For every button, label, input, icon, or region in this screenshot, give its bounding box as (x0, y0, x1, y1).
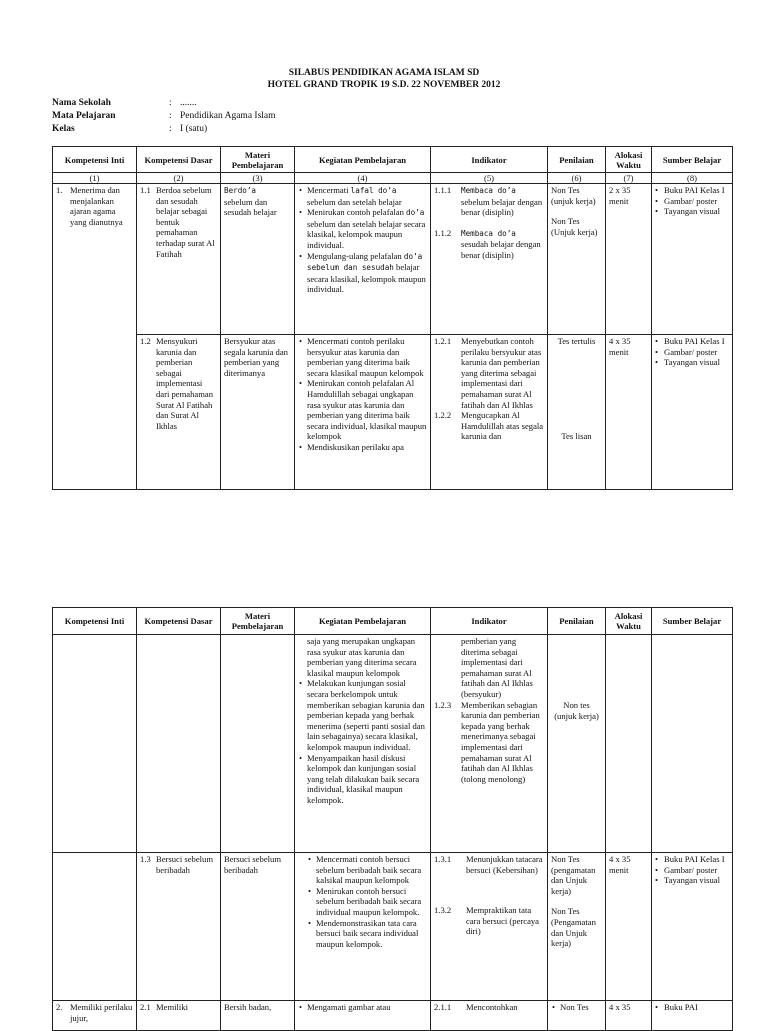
materi-cell: Bersuci sebelum beribadah (221, 853, 295, 1001)
subject-label: Mata Pelajaran (52, 111, 116, 121)
indikator-number: 1.1.2 (434, 227, 452, 238)
indikator-cell (431, 335, 548, 490)
materi-cell: Bersih badan, (221, 1001, 295, 1031)
kegiatan-arabic: do’a (406, 208, 425, 218)
kd-number: 1.2 (140, 336, 151, 346)
materi-text: sebelum dan sesudah belajar (224, 196, 277, 218)
kd-text: Mensyukuri karunia dan pemberian sebagai implementasi dari pemahaman Surat Al Fatihah dan Surat Al Ikhlas (156, 336, 214, 431)
syllabus-table-2 (52, 607, 733, 1031)
kegiatan-cell (295, 184, 431, 335)
kompetensi-inti-cell (53, 635, 137, 853)
sumber-item: • Buku PAI Kelas I (664, 185, 729, 196)
colon: : (169, 98, 172, 108)
alokasi-cell: 4 x 35 menit (606, 335, 652, 490)
indikator-text: sesudah belajar dengan benar (disiplin) (461, 239, 541, 260)
kompetensi-dasar-cell (137, 1001, 221, 1031)
kd-number: 1.3 (140, 854, 151, 864)
sumber-cell (652, 184, 733, 335)
materi-cell: Bersyukur atas segala karunia dan pemberian yang diterimanya (221, 335, 295, 490)
table-row (53, 635, 733, 853)
col-number: (3) (221, 173, 295, 184)
col-header-materi: Materi Pembelajaran (221, 147, 295, 173)
syllabus-table-1 (52, 146, 733, 490)
kd-number: 2.1 (140, 1002, 151, 1012)
kompetensi-inti-cell (53, 1001, 137, 1031)
col-number: (5) (431, 173, 548, 184)
kegiatan-text: sebelum dan setelah belajar secara klasikal, kelompok maupun individual. (307, 218, 426, 250)
colon: : (169, 111, 172, 121)
sumber-item: • Tayangan visual (664, 357, 729, 368)
ki-text: Memiliki perilaku jujur, (70, 1002, 133, 1023)
kegiatan-item: • Mendiskusikan perilaku apa (307, 442, 427, 453)
penilaian-text: Non Tes (pengamatan dan Unjuk kerja) (551, 854, 596, 896)
kegiatan-item: • Menirukan contoh pelafalan Al Hamdulillah sebagai ungkapan rasa syukur atas karunia dan pemberian yang diterima baik secara individual, klasikal maupun kelompok (307, 378, 427, 442)
kegiatan-item: • Mendemonstrasikan tata cara bersuci baik secara individual maupun kelompok. (316, 918, 427, 950)
sumber-item: • Gambar/ poster (664, 865, 729, 876)
materi-cell (221, 635, 295, 853)
ki-text: Menerima dan menjalankan ajaran agama yang dianutnya (70, 185, 123, 227)
kegiatan-arabic: lafal do’a (350, 186, 397, 195)
indikator-continuation: pemberian yang diterima sebagai implementasi dari pemahaman surat Al fatihah dan Al Ikhlas (bersyukur) (461, 636, 533, 699)
table-row (53, 184, 733, 335)
indikator-cell (431, 853, 548, 1001)
col-header-kompetensi-inti: Kompetensi Inti (53, 147, 137, 173)
penilaian-cell (548, 853, 606, 1001)
indikator-arabic: Membaca do’a (461, 186, 516, 195)
kegiatan-text: Mencermati (307, 185, 351, 195)
col-number: (8) (652, 173, 733, 184)
col-header-sumber: Sumber Belajar (652, 147, 733, 173)
kegiatan-text: sebelum dan setelah belajar (307, 196, 402, 207)
materi-arabic: Berdo’a (224, 186, 257, 195)
penilaian-text: Non Tes (Pengamatan dan Unjuk kerja) (551, 906, 596, 949)
kompetensi-dasar-cell (137, 635, 221, 853)
col-number: (7) (606, 173, 652, 184)
col-number: (2) (137, 173, 221, 184)
kd-text: Bersuci sebelum beribadah (156, 854, 214, 875)
document-title-line2: HOTEL GRAND TROPIK 19 S.D. 22 NOVEMBER 2012 (267, 80, 501, 90)
col-header-kompetensi-dasar: Kompetensi Dasar (137, 147, 221, 173)
materi-cell (221, 184, 295, 335)
kegiatan-item (307, 251, 427, 295)
kegiatan-arabic: do’a sebelum dan sesudah (307, 251, 423, 273)
table-header-row (53, 147, 733, 173)
sumber-cell (652, 853, 733, 1001)
penilaian-cell (548, 184, 606, 335)
indikator-text: Mempraktikan tata cara bersuci (percaya diri) (466, 905, 539, 937)
col-header-indikator: Indikator (431, 608, 548, 635)
kegiatan-item: • Mengamati gambar atau (307, 1002, 427, 1013)
col-header-penilaian: Penilaian (548, 147, 606, 173)
sumber-item: • Buku PAI Kelas I (664, 854, 729, 865)
indikator-number: 1.3.1 (434, 854, 452, 864)
kompetensi-inti-cell (53, 184, 137, 490)
table-row (53, 335, 733, 490)
kegiatan-cell (295, 853, 431, 1001)
subject-value: Pendidikan Agama Islam (180, 111, 276, 121)
penilaian-text: Non Tes (unjuk kerja) (551, 185, 596, 206)
kegiatan-cell (295, 1001, 431, 1031)
kompetensi-dasar-cell (137, 853, 221, 1001)
sumber-cell (652, 635, 733, 853)
indikator-arabic: Membaca do’a (461, 228, 516, 238)
table-row (53, 853, 733, 1001)
class-label: Kelas (52, 124, 75, 134)
table-row (53, 1001, 733, 1031)
col-header-penilaian: Penilaian (548, 608, 606, 635)
col-number: (4) (295, 173, 431, 184)
penilaian-text: Tes lisan (561, 430, 592, 441)
col-header-kegiatan: Kegiatan Pembelajaran (295, 608, 431, 635)
indikator-text: Mencontohkan (466, 1002, 518, 1012)
colon: : (169, 124, 172, 134)
sumber-item: • Tayangan visual (664, 206, 729, 217)
indikator-cell (431, 635, 548, 853)
kompetensi-dasar-cell (137, 335, 221, 490)
sumber-item: • Tayangan visual (664, 875, 729, 886)
indikator-text: Menunjukkan tatacara bersuci (Kebersihan) (466, 854, 543, 875)
alokasi-cell (606, 635, 652, 853)
indikator-number: 1.3.2 (434, 905, 452, 916)
indikator-cell (431, 1001, 548, 1031)
sumber-cell (652, 335, 733, 490)
kd-text: Memiliki (156, 1002, 188, 1012)
col-header-materi: Materi Pembelajaran (221, 608, 295, 635)
col-header-alokasi: Alokasi Waktu (606, 608, 652, 635)
ki-number: 2. (56, 1002, 63, 1012)
document-title-line1: SILABUS PENDIDIKAN AGAMA ISLAM SD (288, 68, 480, 78)
kegiatan-continuation: saja yang merupakan ungkapan rasa syukur atas karunia dan pemberian yang diterima secara klasikal maupun kelompok (307, 636, 417, 678)
penilaian-cell (548, 335, 606, 490)
col-header-kompetensi-inti: Kompetensi Inti (53, 608, 137, 635)
kegiatan-text: belajar secara klasikal, kelompok maupun individual. (307, 262, 426, 295)
col-header-kegiatan: Kegiatan Pembelajaran (295, 147, 431, 173)
penilaian-text: Tes tertulis (557, 336, 596, 346)
indikator-text: sebelum belajar dengan benar (disiplin) (461, 196, 543, 218)
kegiatan-item: • Menyampaikan hasil diskusi kelompok dan kunjungan sosial yang telah dilakukan baik secara individual, klasikal maupun kelompok. (307, 753, 427, 806)
kompetensi-inti-cell (53, 853, 137, 1001)
col-header-alokasi: Alokasi Waktu (606, 147, 652, 173)
col-header-kompetensi-dasar: Kompetensi Dasar (137, 608, 221, 635)
kd-number: 1.1 (140, 185, 151, 195)
indikator-text: Memberikan sebagian karunia dan pemberian kepada yang berhak menerimanya sebagai implementasi dari pemahaman surat Al fatihah dan Al Ikhlas (tolong menolong) (461, 699, 540, 784)
kegiatan-item (307, 207, 427, 250)
kegiatan-item: • Mencermati contoh perilaku bersyukur atas karunia dan pemberian yang diterima baik secara klasikal maupun kelompok (307, 336, 427, 378)
indikator-cell (431, 184, 548, 335)
col-header-sumber: Sumber Belajar (652, 608, 733, 635)
indikator-number: 1.2.2 (434, 410, 452, 421)
kegiatan-text: Mengulang-ulang pelafalan (307, 250, 404, 261)
kd-text: Berdoa sebelum dan sesudah belajar sebagai bentuk pemahaman terhadap surat Al Fatihah (156, 185, 215, 259)
kegiatan-text: Menirukan contoh pelafalan (307, 207, 407, 218)
kegiatan-cell (295, 335, 431, 490)
sumber-item: • Buku PAI (664, 1002, 729, 1013)
penilaian-text: Non tes (unjuk kerja) (554, 700, 599, 721)
class-value: I (satu) (180, 124, 208, 134)
sumber-cell (652, 1001, 733, 1031)
column-number-row (53, 173, 733, 184)
school-value: ....... (180, 98, 197, 108)
alokasi-cell: 4 x 35 (606, 1001, 652, 1031)
kegiatan-item: • Mencermati contoh bersuci sebelum beribadah baik secara kalsikal maupun kelompok (316, 854, 427, 886)
sumber-item: • Gambar/ poster (664, 347, 729, 358)
col-number: (1) (53, 173, 137, 184)
col-header-indikator: Indikator (431, 147, 548, 173)
kegiatan-cell (295, 635, 431, 853)
indikator-text: Menyebutkan contoh perilaku bersyukur atas karunia dan pemberian yang diterima sebagai implementasi dari pemahaman surat Al fatihah dan Al Ikhlas (461, 336, 542, 410)
kegiatan-item: • Melakukan kunjungan sosial secara berkelompok untuk memberikan sebagian karunia dan pemberian kepada yang berhak menerima (seperti panti sosial dan lain sebagainya) secara klasikal, kelompok maupun individual. (307, 678, 427, 752)
kompetensi-dasar-cell (137, 184, 221, 335)
indikator-number: 1.2.1 (434, 336, 452, 346)
penilaian-cell (548, 1001, 606, 1031)
indikator-number: 1.1.1 (434, 185, 452, 195)
indikator-number: 2.1.1 (434, 1002, 452, 1012)
penilaian-cell (548, 635, 606, 853)
kegiatan-item (307, 185, 427, 207)
col-number: (6) (548, 173, 606, 184)
school-label: Nama Sekolah (52, 98, 111, 108)
ki-number: 1. (56, 185, 63, 195)
sumber-item: • Buku PAI Kelas I (664, 336, 729, 347)
alokasi-cell: 4 x 35 menit (606, 853, 652, 1001)
table-header-row (53, 608, 733, 635)
penilaian-item: • Non Tes (560, 1002, 602, 1013)
sumber-item: • Gambar/ poster (664, 196, 729, 207)
kegiatan-item: • Menirukan contoh bersuci sebelum beribadah baik secara individual maupun kelompok. (316, 886, 427, 918)
alokasi-cell: 2 x 35 menit (606, 184, 652, 335)
penilaian-text: Non Tes (Unjuk kerja) (551, 216, 598, 237)
indikator-text: Mengucapkan Al Hamdulillah atas segala karunia dan (461, 410, 544, 442)
indikator-number: 1.2.3 (434, 699, 452, 710)
